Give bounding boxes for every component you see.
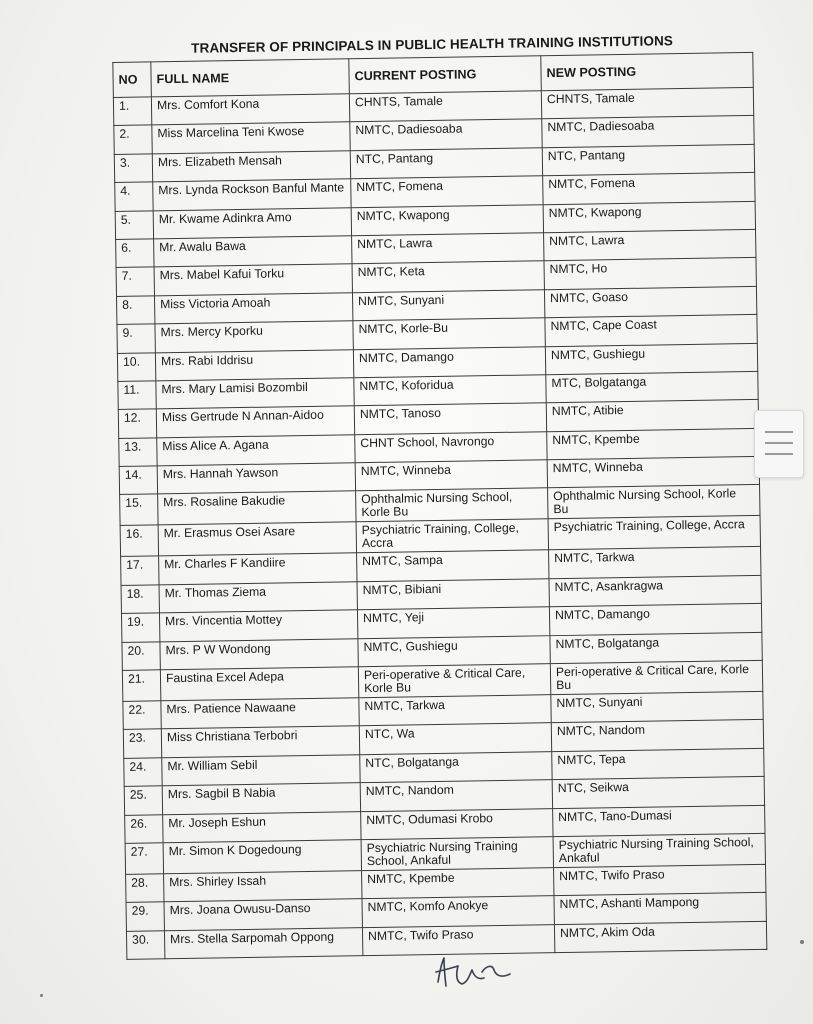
- cell-new-posting: NMTC, Goaso: [544, 286, 756, 318]
- cell-no: 17.: [121, 556, 159, 585]
- cell-new-posting: NMTC, Tepa: [552, 748, 764, 780]
- cell-full-name: Mr. Erasmus Osei Asare: [158, 522, 356, 556]
- cell-new-posting: NMTC, Sunyani: [551, 691, 763, 723]
- cell-current-posting: NMTC, Korle-Bu: [353, 318, 545, 349]
- cell-no: 22.: [123, 701, 161, 730]
- cell-new-posting: NMTC, Twifo Praso: [554, 864, 766, 896]
- cell-no: 28.: [126, 874, 164, 903]
- cell-no: 3.: [114, 154, 152, 183]
- cell-full-name: Miss Alice A. Agana: [157, 434, 355, 465]
- cell-no: 20.: [122, 641, 160, 670]
- cell-new-posting: NMTC, Atibie: [546, 400, 758, 432]
- cell-current-posting: NMTC, Kpembe: [362, 868, 554, 899]
- cell-current-posting: NMTC, Winneba: [355, 460, 547, 491]
- cell-full-name: Mrs. Elizabeth Mensah: [152, 151, 350, 182]
- cell-current-posting: NMTC, Lawra: [352, 233, 544, 264]
- cell-no: 12.: [118, 409, 156, 438]
- hamburger-line: [765, 442, 793, 444]
- cell-current-posting: NMTC, Gushiegu: [358, 635, 550, 666]
- cell-new-posting: NTC, Seikwa: [552, 777, 764, 809]
- cell-no: 10.: [117, 352, 155, 381]
- cell-new-posting: NMTC, Ashanti Mampong: [554, 893, 766, 925]
- cell-current-posting: NTC, Bolgatanga: [360, 751, 552, 782]
- cell-current-posting: NMTC, Bibiani: [357, 579, 549, 610]
- cell-new-posting: NMTC, Damango: [549, 604, 761, 636]
- cell-current-posting: NMTC, Tanoso: [354, 403, 546, 434]
- cell-full-name: Mr. Joseph Eshun: [163, 811, 361, 842]
- cell-current-posting: NMTC, Sampa: [357, 550, 549, 581]
- cell-current-posting: NMTC, Sunyani: [352, 289, 544, 320]
- cell-no: 29.: [126, 902, 164, 931]
- cell-current-posting: CHNTS, Tamale: [349, 91, 541, 122]
- cell-new-posting: NMTC, Akim Oda: [554, 921, 766, 953]
- cell-no: 25.: [124, 786, 162, 815]
- cell-new-posting: Psychiatric Training, College, Accra: [548, 516, 760, 550]
- cell-full-name: Mrs. Comfort Kona: [151, 94, 349, 125]
- cell-full-name: Mrs. Rosaline Bakudie: [158, 491, 356, 525]
- cell-no: 9.: [117, 324, 155, 353]
- scan-speck: [800, 940, 804, 944]
- scroll-handle[interactable]: [754, 410, 804, 478]
- hamburger-line: [765, 453, 793, 455]
- cell-new-posting: NMTC, Bolgatanga: [550, 632, 762, 664]
- cell-current-posting: CHNT School, Navrongo: [355, 431, 547, 462]
- cell-no: 1.: [113, 97, 151, 126]
- cell-current-posting: NMTC, Twifo Praso: [362, 924, 554, 955]
- cell-current-posting: Ophthalmic Nursing School, Korle Bu: [356, 488, 548, 522]
- cell-current-posting: Psychiatric Nursing Training School, Ankaful: [361, 837, 553, 871]
- cell-current-posting: NMTC, Yeji: [357, 607, 549, 638]
- cell-current-posting: Psychiatric Training, College, Accra: [356, 519, 548, 553]
- document: [112, 32, 766, 960]
- transfers-table: [112, 52, 767, 960]
- document-title: TRANSFER OF PRINCIPALS IN PUBLIC HEALTH TRAINING INSTITUTIONS: [191, 33, 674, 56]
- cell-new-posting: NMTC, Tarkwa: [549, 547, 761, 579]
- cell-full-name: Mrs. Rabi Iddrisu: [155, 349, 353, 380]
- cell-new-posting: CHNTS, Tamale: [541, 87, 753, 119]
- cell-new-posting: NMTC, Kpembe: [547, 428, 759, 460]
- cell-current-posting: NMTC, Koforidua: [354, 375, 546, 406]
- cell-new-posting: MTC, Bolgatanga: [546, 371, 758, 403]
- cell-current-posting: Peri-operative & Critical Care, Korle Bu: [358, 664, 550, 698]
- cell-full-name: Mrs. Patience Nawaane: [161, 698, 359, 729]
- cell-full-name: Mr. William Sebil: [162, 755, 360, 786]
- cell-full-name: Mrs. P W Wondong: [160, 638, 358, 669]
- hamburger-lines-icon: [765, 431, 793, 433]
- column-header-new-posting: NEW POSTING: [541, 52, 754, 90]
- cell-full-name: Miss Victoria Amoah: [154, 292, 352, 323]
- cell-no: 15.: [120, 494, 158, 526]
- cell-new-posting: NMTC, Tano-Dumasi: [553, 805, 765, 837]
- table-body: [113, 87, 766, 959]
- cell-current-posting: NMTC, Damango: [353, 346, 545, 377]
- cell-no: 26.: [125, 814, 163, 843]
- cell-full-name: Mrs. Mercy Kporku: [155, 321, 353, 352]
- cell-new-posting: Peri-operative & Critical Care, Korle Bu: [550, 660, 762, 694]
- cell-no: 27.: [125, 843, 163, 875]
- cell-no: 19.: [121, 613, 159, 642]
- cell-full-name: Mrs. Joana Owusu-Danso: [164, 899, 362, 930]
- cell-no: 11.: [118, 381, 156, 410]
- cell-full-name: Mrs. Vincentia Mottey: [159, 610, 357, 641]
- cell-new-posting: NMTC, Nandom: [551, 720, 763, 752]
- cell-no: 7.: [116, 267, 154, 296]
- cell-current-posting: NMTC, Kwapong: [351, 204, 543, 235]
- cell-no: 5.: [115, 210, 153, 239]
- cell-full-name: Mrs. Lynda Rockson Banful Mante: [153, 179, 351, 210]
- cell-no: 18.: [121, 585, 159, 614]
- cell-current-posting: NTC, Pantang: [350, 148, 542, 179]
- cell-new-posting: NMTC, Cape Coast: [545, 315, 757, 347]
- cell-no: 21.: [122, 670, 160, 702]
- cell-full-name: Mr. Kwame Adinkra Amo: [153, 207, 351, 238]
- cell-no: 16.: [120, 525, 158, 557]
- cell-no: 13.: [119, 438, 157, 467]
- cell-full-name: Mrs. Sagbil B Nabia: [162, 783, 360, 814]
- cell-new-posting: NMTC, Gushiegu: [545, 343, 757, 375]
- cell-current-posting: NMTC, Keta: [352, 261, 544, 292]
- cell-new-posting: NTC, Pantang: [542, 144, 754, 176]
- cell-current-posting: NMTC, Tarkwa: [359, 695, 551, 726]
- cell-new-posting: Ophthalmic Nursing School, Korle Bu: [548, 485, 760, 519]
- cell-new-posting: NMTC, Lawra: [544, 229, 756, 261]
- cell-full-name: Mrs. Shirley Issah: [164, 871, 362, 902]
- cell-no: 8.: [116, 296, 154, 325]
- cell-no: 24.: [124, 758, 162, 787]
- cell-no: 4.: [115, 182, 153, 211]
- cell-full-name: Mrs. Mary Lamisi Bozombil: [156, 378, 354, 409]
- cell-full-name: Mrs. Hannah Yawson: [157, 463, 355, 494]
- cell-no: 23.: [123, 729, 161, 758]
- cell-full-name: Mr. Awalu Bawa: [154, 236, 352, 267]
- cell-full-name: Mr. Charles F Kandiire: [159, 553, 357, 584]
- cell-current-posting: NMTC, Nandom: [360, 780, 552, 811]
- scan-speck: [40, 994, 43, 997]
- column-header-full-name: FULL NAME: [151, 59, 350, 97]
- signature: [432, 952, 532, 992]
- cell-full-name: Miss Marcelina Teni Kwose: [152, 122, 350, 153]
- cell-new-posting: Psychiatric Nursing Training School, Ankaful: [553, 833, 765, 867]
- cell-full-name: Mr. Thomas Ziema: [159, 582, 357, 613]
- column-header-current-posting: CURRENT POSTING: [349, 56, 542, 94]
- cell-new-posting: NMTC, Kwapong: [543, 201, 755, 233]
- cell-full-name: Miss Christiana Terbobri: [161, 726, 359, 757]
- cell-full-name: Mrs. Mabel Kafui Torku: [154, 264, 352, 295]
- cell-new-posting: NMTC, Asankragwa: [549, 575, 761, 607]
- cell-no: 6.: [116, 239, 154, 268]
- cell-current-posting: NMTC, Komfo Anokye: [362, 896, 554, 927]
- cell-new-posting: NMTC, Fomena: [543, 173, 755, 205]
- cell-no: 14.: [119, 466, 157, 495]
- cell-no: 30.: [126, 931, 164, 960]
- column-header-no: NO: [113, 62, 152, 98]
- cell-new-posting: NMTC, Dadiesoaba: [542, 116, 754, 148]
- cell-full-name: Miss Gertrude N Annan-Aidoo: [156, 406, 354, 437]
- cell-current-posting: NMTC, Fomena: [351, 176, 543, 207]
- cell-current-posting: NTC, Wa: [359, 723, 551, 754]
- cell-current-posting: NMTC, Dadiesoaba: [350, 119, 542, 150]
- cell-full-name: Faustina Excel Adepa: [160, 667, 358, 701]
- cell-new-posting: NMTC, Winneba: [547, 456, 759, 488]
- cell-full-name: Mrs. Stella Sarpomah Oppong: [164, 927, 362, 958]
- cell-full-name: Mr. Simon K Dogedoung: [163, 840, 361, 874]
- cell-no: 2.: [114, 125, 152, 154]
- cell-current-posting: NMTC, Odumasi Krobo: [361, 808, 553, 839]
- cell-new-posting: NMTC, Ho: [544, 258, 756, 290]
